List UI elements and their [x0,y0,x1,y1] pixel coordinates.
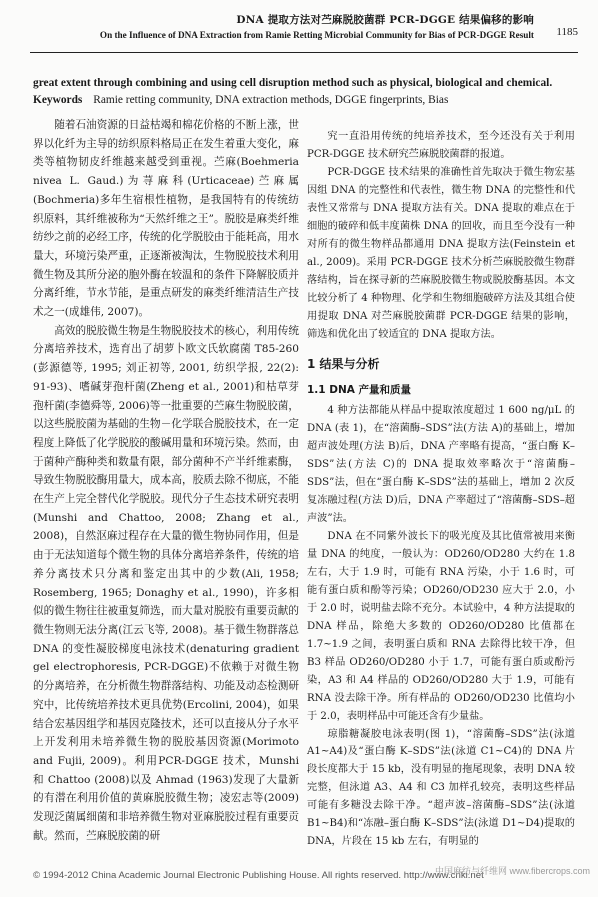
site-watermark: 中国麻纺与纤维网 www.fibercrops.com [434,866,590,876]
results-paragraph-3: 琼脂糖凝胶电泳表明(图 1)，“溶菌酶–SDS”法(泳道 A1~A4)及“蛋白酶 K–SDS”法(泳道 C1~C4)的 DNA 片段长度都大于 15 kb，没有明显的拖尾现象，表明 DNA 较完整，但泳道 A3、A4 和 C3 加样孔较亮，表明这些样品可能有多糖没去除干净。“超声波–溶菌酶–SDS”法(泳道 B1~B4)和“冻融–蛋白酶 K–SDS”法(泳道 D1~D4)提取的 DNA，片段在 15 kb 左右，有明显的 [307,728,575,848]
results-paragraph-2: DNA 在不同紫外波长下的吸光度及其比值常被用来衡量 DNA 的纯度，一般认为：OD260/OD280 大约在 1.8 左右，大于 1.9 时，可能有 RNA 污染，小于 1.6 时，可能有蛋白质和酚等污染；OD260/OD230 应大于 2.0，小于 2.0 时，说明盐去除不充分。本试验中，4 种方法提取的 DNA 样品，除绝大多数的 OD260/OD280 比值都在 1.7~1.9 之间，表明蛋白质和 RNA 去除得比较干净，但 B3 样品 OD260/OD280 小于 1.7，可能有蛋白质或酚污染，A3 和 A4 样品的 OD260/OD280 大于 1.9，可能有 RNA 没去除干净。所有样品的 OD260/OD230 比值均小于 2.0，表明样品中可能还含有少量盐。 [307,530,575,722]
keywords [33,94,573,106]
results-paragraph-1: 4 种方法都能从样品中提取浓度超过 1 600 ng/μL 的 DNA (表 1)，在“溶菌酶–SDS”法(方法 A)的基础上，增加超声波处理(方法 B)后，DNA 产率略有提高，“蛋白酶 K–SDS”法(方法 C)的 DNA 提取效率略次于“溶菌酶–SDS”法，但在“蛋白酶 K–SDS”法的基础上，增加 2 次反复冻融过程(方法 D)后，DNA 产率超过了“溶菌酶–SDS–超声波”法。 [307,404,575,524]
page-number: 1185 [556,26,578,38]
abstract-tail: great extent through combining and using cell disruption method such as physical, biological and chemical. [33,77,553,89]
intro-paragraph-1: 随着石油资源的日益枯竭和棉花价格的不断上涨，世界以化纤为主导的纺织原料格局正在发生着重大变化，麻类等植物韧皮纤维越来越受到重视。苎麻(Boehmeria nivea L. Gaud.)为荨麻科(Urticaceae)苎麻属(Bochmeria)多年生宿根性植物，是我国特有的传统纺织原料，其纤维被称为“天然纤维之王”。脱胶是麻类纤维纺纱之前的必经工序，传统的化学脱胶由于能耗高，用水量大，环境污染严重，正逐渐被淘汰，生物脱胶技术利用微生物及其所分泌的胞外酶在较温和的条件下降解胶质并分离纤维，节水节能，是重点研发的麻类纤维清洁生产技术之一(成雄伟, 2007)。 [33,119,299,319]
copyright-footer: © 1994-2012 China Academic Journal Electronic Publishing House. All rights reserved. http://www.cnki.net [33,870,484,881]
left-column [33,116,299,845]
keywords-label: Keywords [33,94,83,106]
keywords-text: Ramie retting community, DNA extraction methods, DGGE fingerprints, Bias [93,94,449,106]
right-column [307,128,575,851]
running-header [30,10,578,62]
header-rule [30,52,578,53]
intro-paragraph-2: 高效的脱胶微生物是生物脱胶技术的核心，利用传统分离培养技术，选育出了胡萝卜欧文氏软腐菌 T85-260 (彭源德等, 1995; 刘正初等, 2001, 纺织学报, 22(2): 91-93)、嗜碱芽孢杆菌(Zheng et al., 2001)和枯草芽孢杆菌(李德舜等, 2006)等一批重要的苎麻生物脱胶菌，以这些脱胶菌为基础的生物－化学联合脱胶技术，在一定程度上降低了化学脱胶的酸碱用量和环境污染。然而，由于菌种产酶种类和数量有限，部分菌种不产半纤维素酶，导致生物脱胶酶用量大，成本高，胶质去除不彻底，不能在生产上完全替代化学脱胶。现代分子生态技术研究表明(Munshi and Chattoo, 2008; Zhang et al., 2008)，自然沤麻过程存在大量的微生物协同作用，但是由于无法知道每个微生物的具体分离培养条件，传统的培养分离技术只分离和鉴定出其中的少数(Ali, 1958; Rosemberg, 1965; Donaghy et al., 1990)，许多相似的微生物往往被重复筛选，而大量对脱胶有重要贡献的微生物则无法分离(江云飞等, 2008)。基于微生物群落总 DNA 的变性凝胶梯度电泳技术(denaturing gradient gel electrophoresis, PCR-DGGE)不依赖于对微生物的分离培养，在分析微生物群落结构、功能及动态检测研究中，比传统培养技术更具优势(Ercolini, 2004)，如果结合宏基因组学和基因克隆技术，还可以直接从分子水平上开发利用未培养微生物的脱胶基因资源(Morimoto and Fujii, 2009)。利用PCR-DGGE 技术，Munshi 和 Chattoo (2008)以及 Ahmad (1963)发现了大量新的有潜在利用价值的黄麻脱胶微生物；凌宏志等(2009)发现泛菌属细菌和非培养微生物对亚麻脱胶过程有重要贡献。然而，苎麻脱胶菌的研 [33,324,299,842]
running-title-cn: DNA 提取方法对苎麻脱胶菌群 PCR-DGGE 结果偏移的影响 [236,14,534,26]
subsection-title: 1.1 DNA 产量和质量 [307,383,412,396]
section-title: 1 结果与分析 [307,356,380,371]
running-title-en: On the Influence of DNA Extraction from Ramie Retting Microbial Community for Bias of PCR-DGGE Result [99,30,534,40]
intro-paragraph-3: 究一直沿用传统的纯培养技术，至今还没有关于利用 PCR-DGGE 技术研究苎麻脱胶菌群的报道。 [307,131,575,160]
intro-paragraph-4: PCR-DGGE 技术结果的准确性首先取决于微生物宏基因组 DNA 的完整性和代表性，微生物 DNA 的完整性和代表性又常常与 DNA 提取方法有关。DNA 提取的难点在于细胞的破碎和低丰度菌株 DNA 的回收，而且至今没有一种对所有的微生物样品都通用 DNA 提取方法(Feinstein et al., 2009)。采用 PCR-DGGE 技术分析苎麻脱胶微生物群落结构，旨在探寻新的苎麻脱胶微生物或脱胶酶基因。本文比较分析了 4 种物理、化学和生物细胞破碎方法及其组合使用提取 DNA 对苎麻脱胶菌群 PCR-DGGE 结果的影响，筛选和优化出了较适宜的 DNA 提取方法。 [307,166,575,340]
